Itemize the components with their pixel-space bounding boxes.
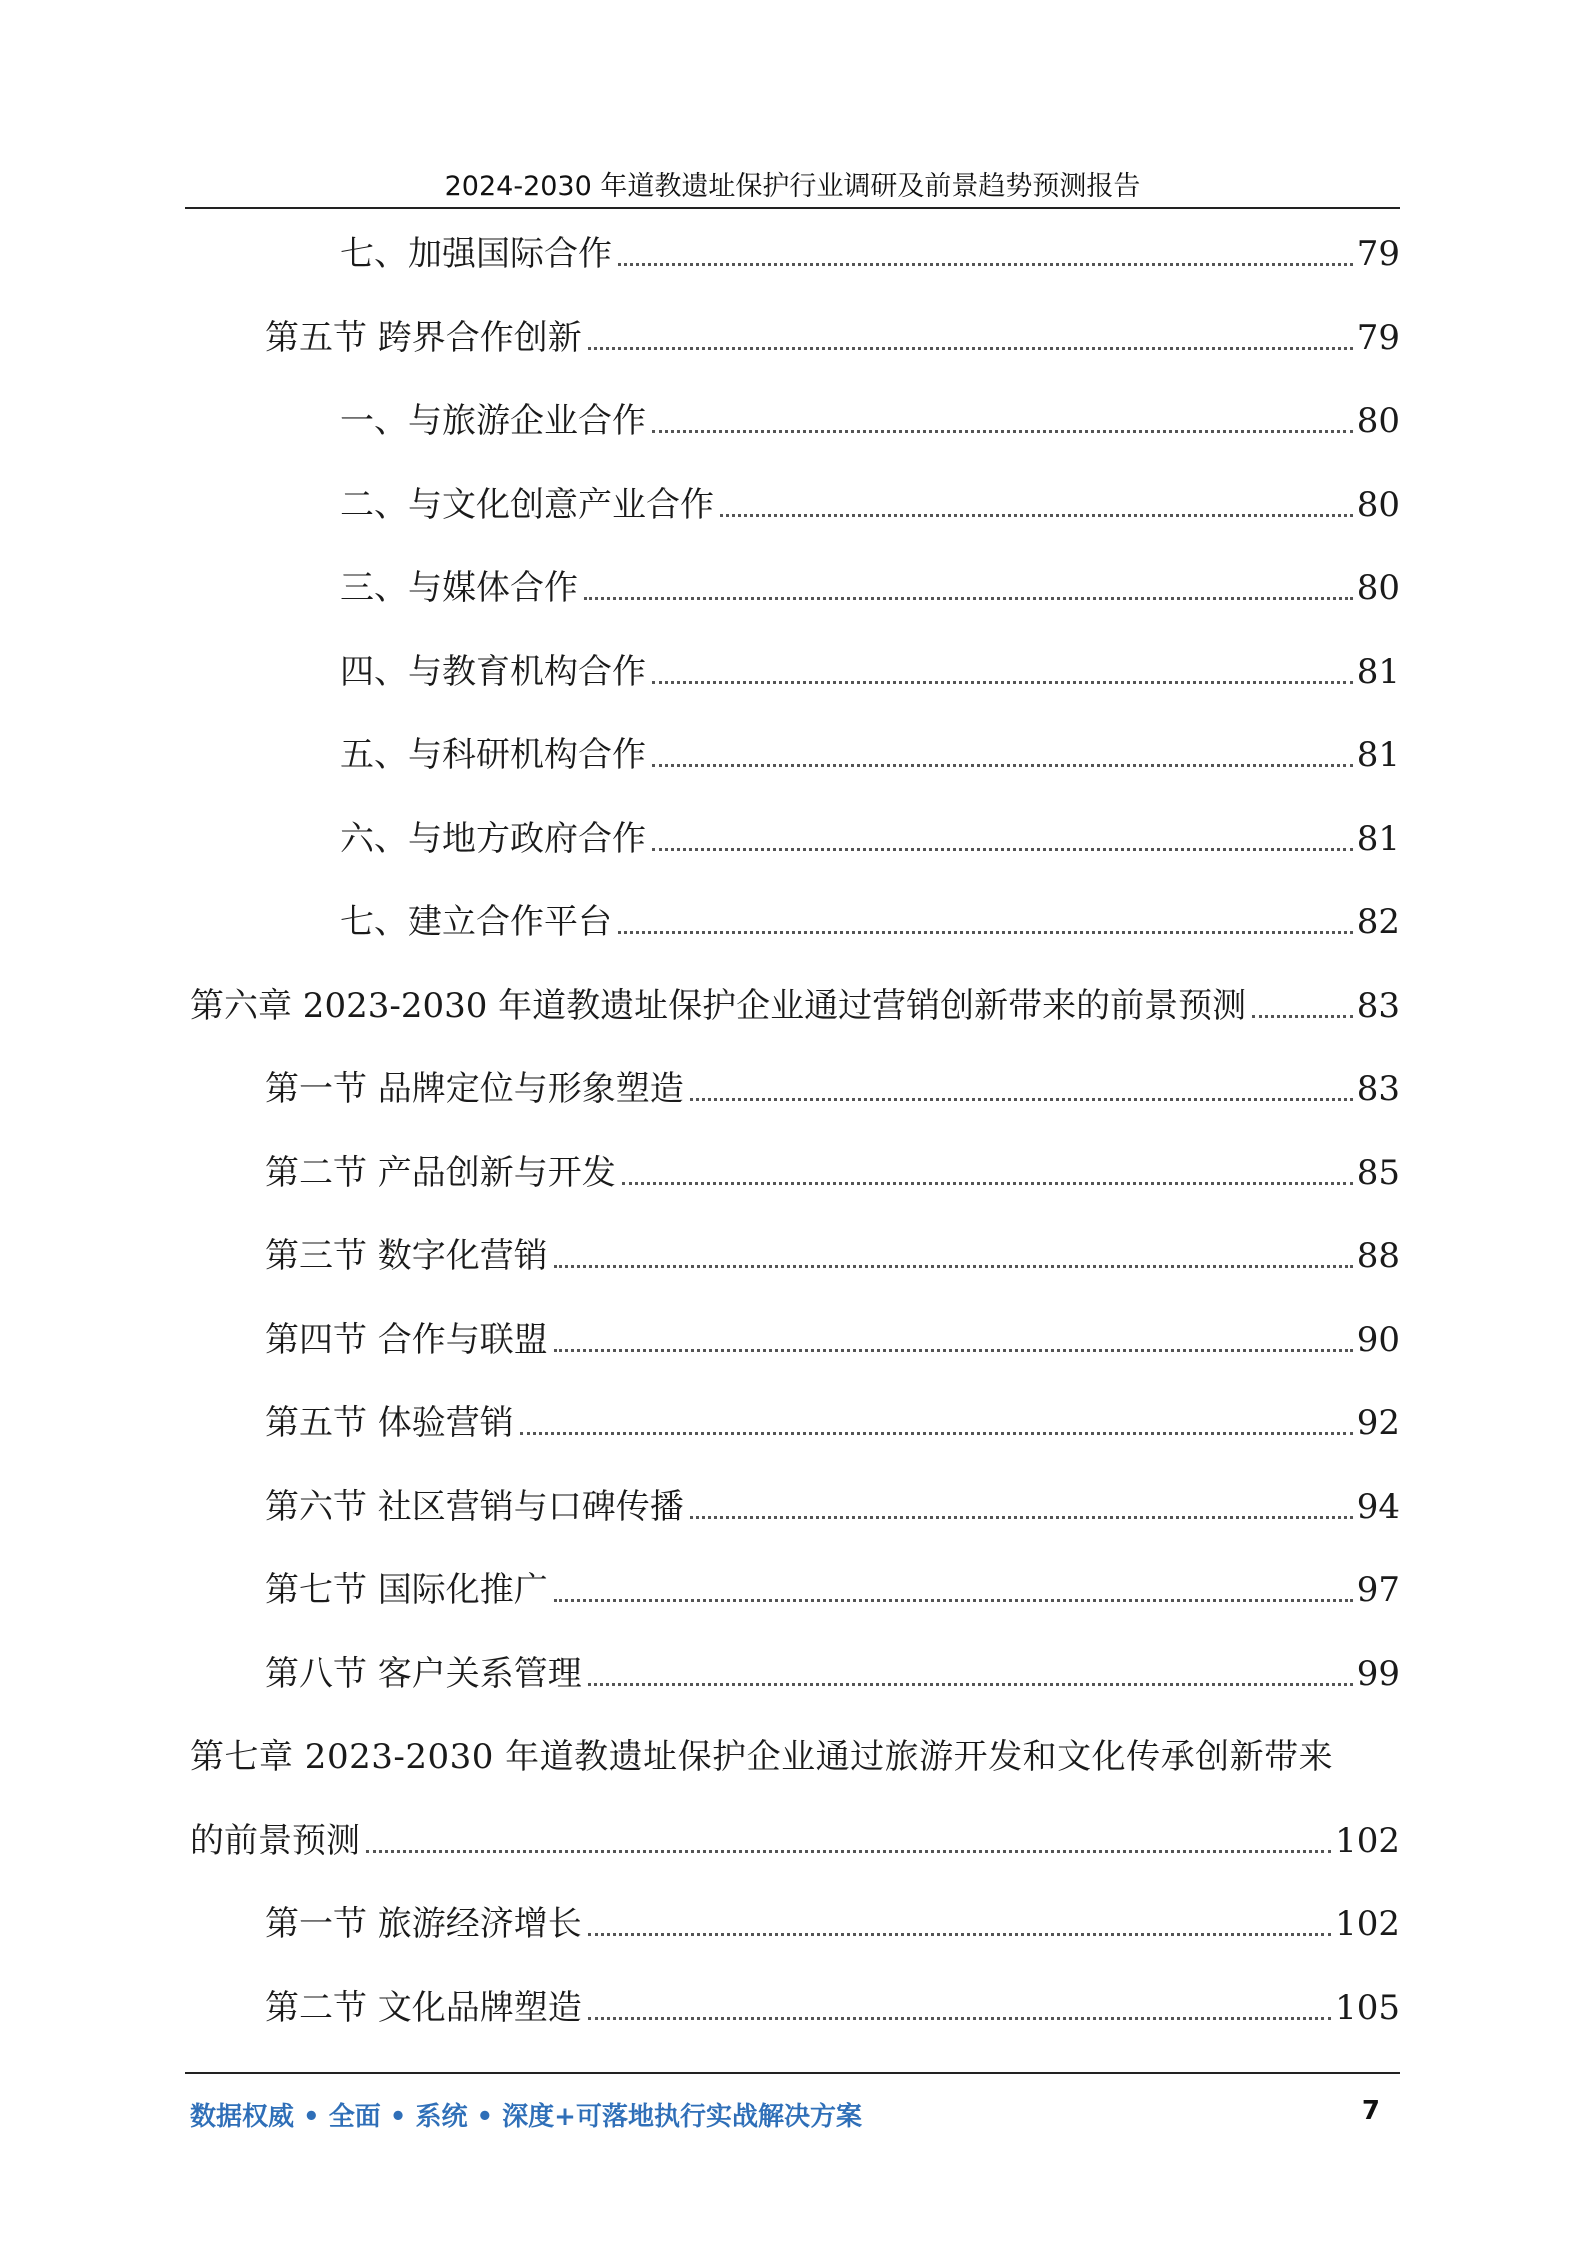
toc-leader-dots [622, 1182, 1353, 1185]
toc-entry-page: 102 [1335, 1821, 1400, 1861]
toc-entry-title: 的前景预测 [190, 1821, 360, 1861]
toc-entry-title: 第七节 国际化推广 [265, 1570, 548, 1610]
toc-entry-page: 82 [1356, 902, 1400, 942]
toc-entry[interactable] [340, 399, 1400, 443]
toc-leader-dots [690, 1098, 1353, 1101]
toc-entry-title: 三、与媒体合作 [340, 568, 578, 608]
toc-entry-page: 97 [1356, 1570, 1400, 1610]
toc-entry[interactable] [190, 1735, 1400, 1779]
toc-leader-dots [584, 597, 1353, 600]
toc-entry-title: 二、与文化创意产业合作 [340, 485, 714, 525]
toc-entry[interactable] [190, 1819, 1400, 1863]
toc-leader-dots [588, 2017, 1331, 2020]
toc-entry-page: 79 [1356, 318, 1400, 358]
toc-entry-page: 92 [1356, 1403, 1400, 1443]
toc-entry-page: 83 [1356, 986, 1400, 1026]
toc-entry[interactable] [340, 817, 1400, 861]
toc-entry[interactable] [265, 1568, 1400, 1612]
toc-leader-dots [588, 347, 1353, 350]
toc-entry[interactable] [265, 1652, 1400, 1696]
toc-entry[interactable] [340, 650, 1400, 694]
toc-leader-dots [652, 848, 1353, 851]
toc-leader-dots [366, 1850, 1331, 1853]
toc-entry-title: 四、与教育机构合作 [340, 652, 646, 692]
toc-entry-title: 第五节 体验营销 [265, 1403, 514, 1443]
toc-entry-title: 七、建立合作平台 [340, 902, 612, 942]
toc-entry-title: 七、加强国际合作 [340, 234, 612, 274]
toc-leader-dots [588, 1683, 1353, 1686]
toc-entry[interactable] [265, 1986, 1400, 2030]
page-header-title: 2024-2030 年道教遗址保护行业调研及前景趋势预测报告 [444, 171, 1141, 202]
toc-entry-title: 第一节 品牌定位与形象塑造 [265, 1069, 684, 1109]
toc-leader-dots [652, 681, 1353, 684]
footer-divider [185, 2072, 1400, 2074]
toc-entry[interactable] [340, 733, 1400, 777]
toc-entry-page: 99 [1356, 1654, 1400, 1694]
toc-leader-dots [554, 1265, 1353, 1268]
toc-entry[interactable] [340, 566, 1400, 610]
toc-entry-title: 第一节 旅游经济增长 [265, 1904, 582, 1944]
toc-entry-page: 102 [1335, 1904, 1400, 1944]
toc-leader-dots [520, 1432, 1353, 1435]
footer-slogan: 数据权威 • 全面 • 系统 • 深度+可落地执行实战解决方案 [190, 2102, 862, 2132]
toc-leader-dots [554, 1349, 1353, 1352]
toc-leader-dots [690, 1516, 1353, 1519]
toc-leader-dots [720, 514, 1353, 517]
footer-page-number: 7 [1361, 2096, 1380, 2126]
toc-entry-page: 79 [1356, 234, 1400, 274]
toc-leader-dots [588, 1933, 1331, 1936]
toc-entry-page: 85 [1356, 1153, 1400, 1193]
toc-entry-page: 105 [1335, 1988, 1400, 2028]
toc-leader-dots [652, 430, 1353, 433]
toc-entry-page: 94 [1356, 1487, 1400, 1527]
toc-entry[interactable] [265, 1067, 1400, 1111]
toc-entry-title: 第二节 产品创新与开发 [265, 1153, 616, 1193]
toc-entry-page: 81 [1356, 652, 1400, 692]
toc-entry[interactable] [340, 232, 1400, 276]
toc-entry-page: 88 [1356, 1236, 1400, 1276]
toc-entry-title: 六、与地方政府合作 [340, 819, 646, 859]
toc-entry-title: 第六节 社区营销与口碑传播 [265, 1487, 684, 1527]
toc-entry-page: 81 [1356, 735, 1400, 775]
toc-entry-title: 第三节 数字化营销 [265, 1236, 548, 1276]
toc-leader-dots [618, 263, 1353, 266]
toc-entry-page: 80 [1356, 568, 1400, 608]
toc-entry-title: 第二节 文化品牌塑造 [265, 1988, 582, 2028]
toc-entry-page: 80 [1356, 485, 1400, 525]
toc-entry-title: 第五节 跨界合作创新 [265, 318, 582, 358]
toc-entry-title: 第八节 客户关系管理 [265, 1654, 582, 1694]
toc-leader-dots [1252, 1015, 1353, 1018]
toc-entry[interactable] [265, 1151, 1400, 1195]
toc-entry[interactable] [265, 1902, 1400, 1946]
toc-entry[interactable] [265, 316, 1400, 360]
toc-entry-title: 第六章 2023-2030 年道教遗址保护企业通过营销创新带来的前景预测 [190, 986, 1247, 1026]
toc-entry-page: 80 [1356, 401, 1400, 441]
toc-entry-page: 81 [1356, 819, 1400, 859]
toc-entry-page: 83 [1356, 1069, 1400, 1109]
toc-entry-title: 第四节 合作与联盟 [265, 1320, 548, 1360]
toc-entry-title: 一、与旅游企业合作 [340, 401, 646, 441]
toc-entry-title: 五、与科研机构合作 [340, 735, 646, 775]
toc-entry[interactable] [265, 1234, 1400, 1278]
toc-entry[interactable] [265, 1485, 1400, 1529]
toc-entry[interactable] [265, 1401, 1400, 1445]
toc-leader-dots [618, 931, 1353, 934]
toc-entry[interactable] [190, 984, 1400, 1028]
toc-entry[interactable] [265, 1318, 1400, 1362]
toc-entry-title: 第七章 2023-2030 年道教遗址保护企业通过旅游开发和文化传承创新带来 [190, 1737, 1334, 1777]
toc-leader-dots [554, 1599, 1353, 1602]
toc-leader-dots [652, 764, 1353, 767]
toc-entry-page: 90 [1356, 1320, 1400, 1360]
toc-entry[interactable] [340, 483, 1400, 527]
toc-entry[interactable] [340, 900, 1400, 944]
